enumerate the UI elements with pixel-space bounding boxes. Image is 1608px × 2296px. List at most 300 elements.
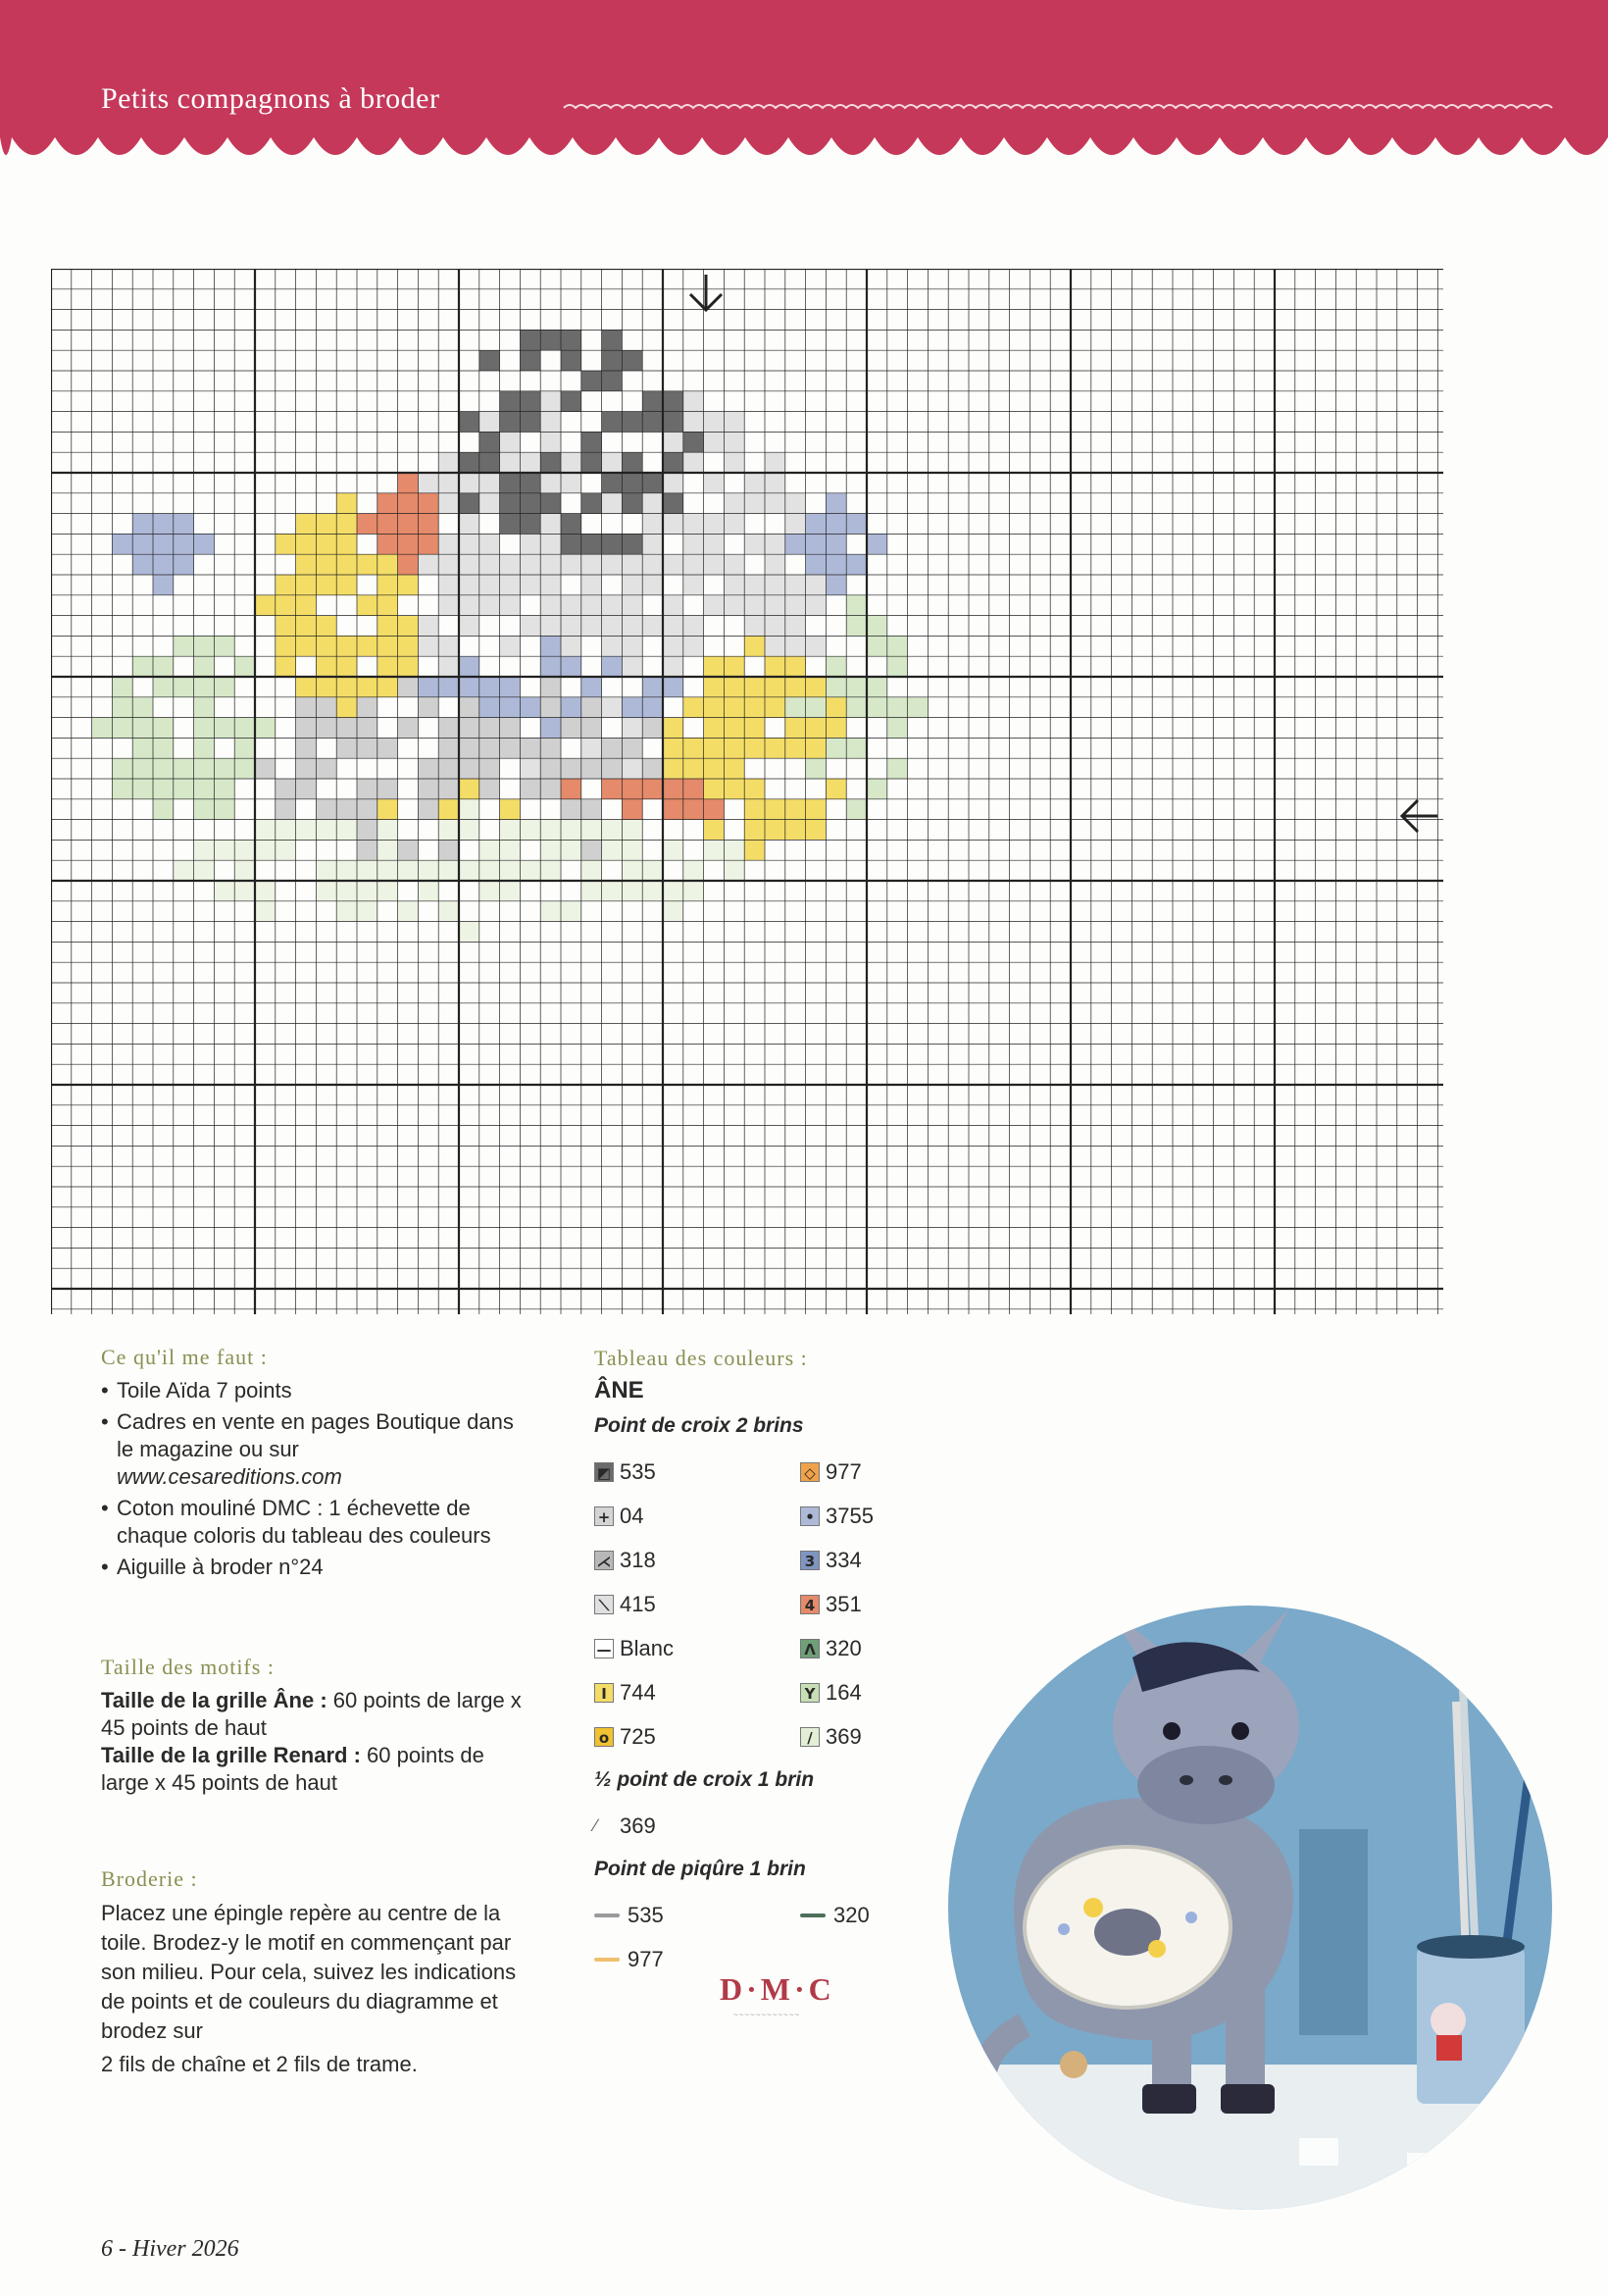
stitch-patch-yellow <box>806 738 827 758</box>
stitch-patch-light-grey <box>540 595 561 616</box>
stitch-patch-yellow <box>276 595 296 616</box>
stitch-patch-pale-green <box>479 860 500 881</box>
stitch-patch-grey <box>540 779 561 799</box>
stitch-patch-yellow <box>663 738 683 758</box>
size-renard-label: Taille de la grille Renard : <box>101 1743 361 1767</box>
stitch-patch-light-grey <box>765 493 785 514</box>
stitch-patch-light-grey <box>602 493 623 514</box>
stitch-patch-pale-green <box>336 820 357 841</box>
stitch-patch-light-grey <box>704 554 725 575</box>
stitch-patch-blue <box>132 554 153 575</box>
stitch-patch-orange <box>663 779 683 799</box>
stitch-patch-light-grey <box>561 595 581 616</box>
stitch-patch-yellow <box>744 820 765 841</box>
stitch-patch-green <box>826 656 846 677</box>
stitch-patch-light-grey <box>683 412 704 433</box>
stitch-patch-light-grey <box>520 575 540 595</box>
legend-entry <box>594 1947 810 1972</box>
stitch-patch-light-grey <box>765 575 785 595</box>
stitch-patch-grey <box>581 697 602 718</box>
legend-entry <box>594 1459 800 1485</box>
stitch-patch-yellow <box>336 636 357 656</box>
stitch-patch-light-grey <box>581 595 602 616</box>
stitch-patch-light-grey <box>806 595 827 616</box>
stitch-patch-light-grey <box>622 554 642 575</box>
stitch-patch-grey <box>377 738 398 758</box>
stitch-patch-green <box>153 718 174 739</box>
stitch-patch-grey <box>561 718 581 739</box>
stitch-patch-light-grey <box>622 595 642 616</box>
stitch-patch-yellow <box>744 718 765 739</box>
stitch-patch-yellow <box>377 656 398 677</box>
stitch-patch-yellow <box>316 534 336 554</box>
stitch-patch-pale-green <box>234 881 255 901</box>
stitch-patch-orange <box>398 554 419 575</box>
stitch-patch-light-grey <box>622 656 642 677</box>
stitch-patch-dark-grey <box>561 350 581 371</box>
stitch-patch-blue <box>153 575 174 595</box>
stitch-patch-green <box>153 758 174 779</box>
stitch-patch-grey <box>357 779 377 799</box>
stitch-patch-light-grey <box>724 595 744 616</box>
stitch-patch-dark-grey <box>540 493 561 514</box>
stitch-patch-yellow <box>296 616 317 637</box>
stitch-patch-pale-green <box>500 820 521 841</box>
stitch-patch-yellow <box>744 738 765 758</box>
stitch-patch-dark-grey <box>520 412 540 433</box>
stitch-patch-orange <box>398 514 419 535</box>
stitch-patch-pale-green <box>622 860 642 881</box>
stitch-patch-pale-green <box>377 840 398 860</box>
stitch-patch-grey <box>438 738 459 758</box>
stitch-patch-dark-grey <box>642 473 663 493</box>
size-renard-value: 60 points de large x 45 points de haut <box>101 1743 484 1795</box>
stitch-patch-green <box>846 738 867 758</box>
stitch-patch-green <box>112 697 132 718</box>
stitch-patch-light-grey <box>459 514 479 535</box>
stitch-patch-pale-green <box>377 820 398 841</box>
stitch-patch-light-grey <box>438 595 459 616</box>
stitch-patch-light-grey <box>683 575 704 595</box>
issue-label: Hiver 2026 <box>132 2236 239 2262</box>
stitch-patch-pale-green <box>663 840 683 860</box>
stitch-patch-dark-grey <box>561 534 581 554</box>
stitch-patch-dark-grey <box>622 350 642 371</box>
stitch-patch-light-grey <box>418 636 438 656</box>
legend-entry <box>594 1903 800 1928</box>
stitch-patch-green <box>194 758 215 779</box>
stitch-patch-yellow <box>765 697 785 718</box>
stitch-patch-pale-green <box>520 860 540 881</box>
stitch-patch-green <box>234 758 255 779</box>
stitch-patch-dark-grey <box>500 493 521 514</box>
website-link[interactable]: www.cesareditions.com <box>117 1464 342 1489</box>
stitch-patch-blue <box>153 554 174 575</box>
stitch-patch-light-grey <box>479 575 500 595</box>
stitch-patch-blue <box>174 554 194 575</box>
backstitch-320-icon <box>800 1913 826 1917</box>
color-table-title: Tableau des couleurs : <box>594 1346 808 1370</box>
stitch-patch-yellow <box>316 514 336 535</box>
stitch-patch-blue <box>826 514 846 535</box>
stitch-patch-dark-grey <box>683 432 704 452</box>
stitch-patch-light-grey <box>683 636 704 656</box>
stitch-patch-yellow <box>826 697 846 718</box>
half-stitch-icon: ∕ <box>594 1815 598 1835</box>
stitch-patch-pale-green <box>663 901 683 922</box>
stitch-patch-yellow <box>704 738 725 758</box>
stitch-patch-grey <box>276 779 296 799</box>
stitch-patch-light-grey <box>438 575 459 595</box>
stitch-patch-green <box>887 697 908 718</box>
stitch-patch-green <box>132 738 153 758</box>
stitch-patch-grey <box>357 718 377 739</box>
stitch-patch-yellow <box>724 779 744 799</box>
stitch-patch-dark-grey <box>602 412 623 433</box>
stitch-patch-dark-grey <box>581 534 602 554</box>
stitch-patch-yellow <box>744 799 765 820</box>
stitch-patch-yellow <box>806 718 827 739</box>
stitch-patch-yellow <box>377 595 398 616</box>
stitch-patch-green <box>194 697 215 718</box>
stitch-patch-pale-green <box>520 820 540 841</box>
stitch-patch-blue <box>459 656 479 677</box>
stitch-patch-light-grey <box>459 554 479 575</box>
stitch-patch-pale-green <box>622 840 642 860</box>
stitch-patch-grey <box>276 799 296 820</box>
stitch-patch-light-grey <box>785 514 806 535</box>
stitch-patch-yellow <box>724 718 744 739</box>
color-table <box>594 1346 1006 1981</box>
legend-entry <box>594 1636 800 1661</box>
stitch-patch-grey <box>296 779 317 799</box>
stitch-patch-green <box>214 636 234 656</box>
stitch-patch-light-grey <box>663 656 683 677</box>
stitch-patch-pale-green <box>500 840 521 860</box>
stitch-patch-blue <box>479 697 500 718</box>
stitch-patch-blue <box>867 534 887 554</box>
stitch-symbol-icon: ⋌ <box>594 1551 614 1570</box>
stitch-patch-blue <box>806 554 827 575</box>
stitch-patch-light-grey <box>479 493 500 514</box>
legend-row <box>594 1538 1006 1582</box>
stitch-patch-pale-green <box>398 860 419 881</box>
stitch-patch-yellow <box>336 697 357 718</box>
stitch-patch-green <box>174 677 194 697</box>
stitch-patch-grey <box>479 718 500 739</box>
stitch-patch-blue <box>500 697 521 718</box>
stitch-patch-light-grey <box>704 595 725 616</box>
stitch-patch-yellow <box>744 840 765 860</box>
stitch-patch-dark-grey <box>642 412 663 433</box>
stitch-patch-yellow <box>276 656 296 677</box>
broderie-title: Broderie : <box>101 1866 198 1891</box>
list-item: • Coton mouliné DMC : 1 échevette de chaque coloris du tableau des couleurs <box>101 1495 523 1550</box>
stitch-patch-grey <box>540 677 561 697</box>
stitch-patch-light-grey <box>765 616 785 637</box>
legend-code: 369 <box>826 1723 862 1749</box>
backstitch-535-icon <box>594 1913 620 1917</box>
stitch-patch-yellow <box>806 677 827 697</box>
stitch-patch-green <box>867 697 887 718</box>
legend-entry <box>594 1504 800 1529</box>
legend-code: 04 <box>620 1503 644 1528</box>
stitch-patch-grey <box>459 697 479 718</box>
stitch-patch-green <box>867 636 887 656</box>
stitch-patch-yellow <box>744 697 765 718</box>
stitch-patch-yellow <box>336 493 357 514</box>
stitch-patch-yellow <box>336 677 357 697</box>
stitch-patch-green <box>132 656 153 677</box>
stitch-patch-orange <box>602 779 623 799</box>
stitch-patch-light-grey <box>642 534 663 554</box>
stitch-patch-grey <box>255 758 276 779</box>
stitch-patch-light-grey <box>479 473 500 493</box>
legend-row <box>594 1582 1006 1626</box>
stitch-patch-green <box>846 616 867 637</box>
stitch-patch-blue <box>826 554 846 575</box>
stitch-patch-grey <box>418 697 438 718</box>
stitch-patch-green <box>255 718 276 739</box>
stitch-patch-yellow <box>806 799 827 820</box>
stitch-patch-blue <box>826 575 846 595</box>
stitch-patch-green <box>174 636 194 656</box>
stitch-patch-dark-grey <box>459 412 479 433</box>
stitch-patch-light-grey <box>663 595 683 616</box>
stitch-patch-pale-green <box>602 840 623 860</box>
stitch-patch-yellow <box>336 514 357 535</box>
stitch-patch-grey <box>500 718 521 739</box>
stitch-patch-yellow <box>765 656 785 677</box>
stitch-patch-pale-green <box>234 840 255 860</box>
stitch-patch-green <box>112 758 132 779</box>
stitch-patch-yellow <box>704 820 725 841</box>
stitch-patch-yellow <box>357 636 377 656</box>
stitch-patch-pale-green <box>438 860 459 881</box>
stitch-patch-yellow <box>316 554 336 575</box>
stitch-patch-grey <box>581 799 602 820</box>
stitch-patch-orange <box>398 493 419 514</box>
stitch-patch-grey <box>398 677 419 697</box>
stitch-patch-yellow <box>704 697 725 718</box>
stitch-patch-green <box>234 718 255 739</box>
stitch-patch-dark-grey <box>520 473 540 493</box>
stitch-patch-grey <box>642 758 663 779</box>
banner-scallop <box>0 0 1608 155</box>
stitch-patch-green <box>846 677 867 697</box>
stitch-patch-grey <box>316 799 336 820</box>
stitch-patch-pale-green <box>194 840 215 860</box>
stitch-patch-pale-green <box>704 840 725 860</box>
stitch-patch-light-grey <box>540 473 561 493</box>
stitch-patch-grey <box>336 718 357 739</box>
stitch-patch-light-grey <box>785 595 806 616</box>
stitch-patch-green <box>846 697 867 718</box>
stitch-patch-dark-grey <box>642 391 663 412</box>
stitch-patch-light-grey <box>581 616 602 637</box>
stitch-patch-light-grey <box>500 575 521 595</box>
stitch-patch-pale-green <box>336 901 357 922</box>
stitch-patch-light-grey <box>704 514 725 535</box>
stitch-patch-yellow <box>744 779 765 799</box>
legend-code: 725 <box>620 1723 656 1749</box>
stitch-patch-light-grey <box>622 616 642 637</box>
dmc-logo: D·M·C <box>720 1971 835 2007</box>
stitch-patch-pale-green <box>683 881 704 901</box>
section-title: Petits compagnons à broder <box>101 82 440 115</box>
sizes-block <box>101 1654 523 1797</box>
stitch-patch-grey <box>602 738 623 758</box>
stitch-patch-yellow <box>724 677 744 697</box>
stitch-patch-grey <box>357 840 377 860</box>
stitch-patch-pale-green <box>336 881 357 901</box>
stitch-patch-dark-grey <box>622 452 642 473</box>
stitch-patch-light-grey <box>561 636 581 656</box>
stitch-patch-light-grey <box>540 391 561 412</box>
stitch-patch-light-grey <box>479 554 500 575</box>
stitch-patch-yellow <box>357 595 377 616</box>
stitch-patch-light-grey <box>500 554 521 575</box>
list-item: • Cadres en vente en pages Boutique dans le magazine ou sur www.cesareditions.com <box>101 1408 523 1491</box>
stitch-patch-orange <box>377 493 398 514</box>
stitch-patch-yellow <box>357 677 377 697</box>
stitch-patch-green <box>153 677 174 697</box>
stitch-patch-green <box>214 799 234 820</box>
stitch-patch-pale-green <box>377 881 398 901</box>
stitch-symbol-icon: — <box>594 1639 614 1658</box>
stitch-patch-grey <box>296 718 317 739</box>
stitch-patch-yellow <box>826 718 846 739</box>
stitch-symbol-icon: ∕ <box>800 1727 820 1747</box>
stitch-patch-green <box>887 656 908 677</box>
stitch-patch-pale-green <box>500 881 521 901</box>
legend-code: 977 <box>826 1458 862 1484</box>
stitch-symbol-icon: Y <box>800 1683 820 1703</box>
stitch-patch-grey <box>520 779 540 799</box>
dmc-logo-subtitle: ~~~~~~~~~~~~ <box>733 2011 801 2019</box>
legend-code: 535 <box>628 1902 664 1927</box>
stitch-patch-blue <box>500 677 521 697</box>
stitch-patch-light-grey <box>520 554 540 575</box>
stitch-patch-light-grey <box>459 575 479 595</box>
stitch-patch-dark-grey <box>602 371 623 391</box>
stitch-patch-orange <box>418 514 438 535</box>
stitch-symbol-icon: ⟍ <box>594 1595 614 1614</box>
stitch-patch-light-grey <box>520 616 540 637</box>
legend-code: 164 <box>826 1679 862 1705</box>
stitch-patch-light-grey <box>622 718 642 739</box>
stitch-patch-green <box>153 779 174 799</box>
stitch-patch-pale-green <box>316 860 336 881</box>
stitch-patch-pale-green <box>622 820 642 841</box>
stitch-patch-light-grey <box>806 575 827 595</box>
stitch-patch-blue <box>540 636 561 656</box>
stitch-patch-green <box>112 718 132 739</box>
stitch-patch-dark-grey <box>459 452 479 473</box>
stitch-patch-blue <box>153 514 174 535</box>
stitch-patch-yellow <box>724 738 744 758</box>
stitch-patch-dark-grey <box>663 493 683 514</box>
legend-entry <box>594 1592 800 1617</box>
stitch-patch-blue <box>174 534 194 554</box>
stitch-patch-blue <box>785 534 806 554</box>
stitch-patch-blue <box>806 514 827 535</box>
stitch-patch-light-grey <box>642 514 663 535</box>
stitch-patch-blue <box>540 656 561 677</box>
stitch-patch-blue <box>602 656 623 677</box>
stitch-patch-pale-green <box>581 820 602 841</box>
stitch-patch-yellow <box>316 575 336 595</box>
stitch-patch-light-grey <box>520 452 540 473</box>
stitch-patch-grey <box>500 738 521 758</box>
stitch-patch-pale-green <box>255 820 276 841</box>
stitch-patch-blue <box>174 514 194 535</box>
stitch-patch-light-grey <box>418 473 438 493</box>
stitch-patch-light-grey <box>663 554 683 575</box>
legend-entry <box>594 1548 800 1573</box>
stitch-patch-green <box>194 636 215 656</box>
stitch-patch-light-grey <box>438 554 459 575</box>
stitch-patch-pale-green <box>234 860 255 881</box>
stitch-patch-yellow <box>765 738 785 758</box>
stitch-patch-light-grey <box>683 452 704 473</box>
stitch-patch-grey <box>336 738 357 758</box>
stitch-patch-pale-green <box>642 860 663 881</box>
stitch-patch-blue <box>540 718 561 739</box>
stitch-patch-grey <box>438 758 459 779</box>
stitch-patch-yellow <box>296 514 317 535</box>
stitch-symbol-icon: Λ <box>800 1639 820 1658</box>
legend-code: 977 <box>628 1946 664 1971</box>
stitch-patch-yellow <box>785 718 806 739</box>
stitch-patch-light-grey <box>765 554 785 575</box>
stitch-patch-dark-grey <box>479 452 500 473</box>
stitch-patch-orange <box>398 473 419 493</box>
stitch-patch-grey <box>357 738 377 758</box>
stitch-patch-light-grey <box>683 391 704 412</box>
size-ane-value: 60 points de large x 45 points de haut <box>101 1688 522 1740</box>
stitch-patch-pale-green <box>276 820 296 841</box>
stitch-symbol-icon: I <box>594 1683 614 1703</box>
stitch-patch-light-grey <box>540 616 561 637</box>
stitch-patch-yellow <box>296 636 317 656</box>
stitch-patch-orange <box>622 779 642 799</box>
stitch-patch-yellow <box>744 677 765 697</box>
stitch-patch-yellow <box>806 820 827 841</box>
stitch-patch-light-grey <box>459 616 479 637</box>
stitch-patch-yellow <box>296 554 317 575</box>
stitch-patch-pale-green <box>500 860 521 881</box>
stitch-patch-pale-green <box>336 860 357 881</box>
stitch-patch-green <box>806 758 827 779</box>
stitch-patch-grey <box>398 718 419 739</box>
stitch-patch-light-grey <box>683 534 704 554</box>
stitch-patch-blue <box>561 697 581 718</box>
stitch-patch-blue <box>418 677 438 697</box>
stitch-patch-pale-green <box>561 820 581 841</box>
stitch-patch-green <box>194 656 215 677</box>
stitch-patch-pale-green <box>194 860 215 881</box>
stitch-patch-grey <box>438 840 459 860</box>
stitch-patch-grey <box>377 779 398 799</box>
stitch-patch-light-grey <box>663 432 683 452</box>
stitch-patch-yellow <box>276 616 296 637</box>
stitch-patch-light-grey <box>724 514 744 535</box>
stitch-patch-light-grey <box>540 432 561 452</box>
stitch-patch-light-grey <box>663 636 683 656</box>
stitch-patch-light-grey <box>418 554 438 575</box>
stitch-patch-green <box>806 697 827 718</box>
